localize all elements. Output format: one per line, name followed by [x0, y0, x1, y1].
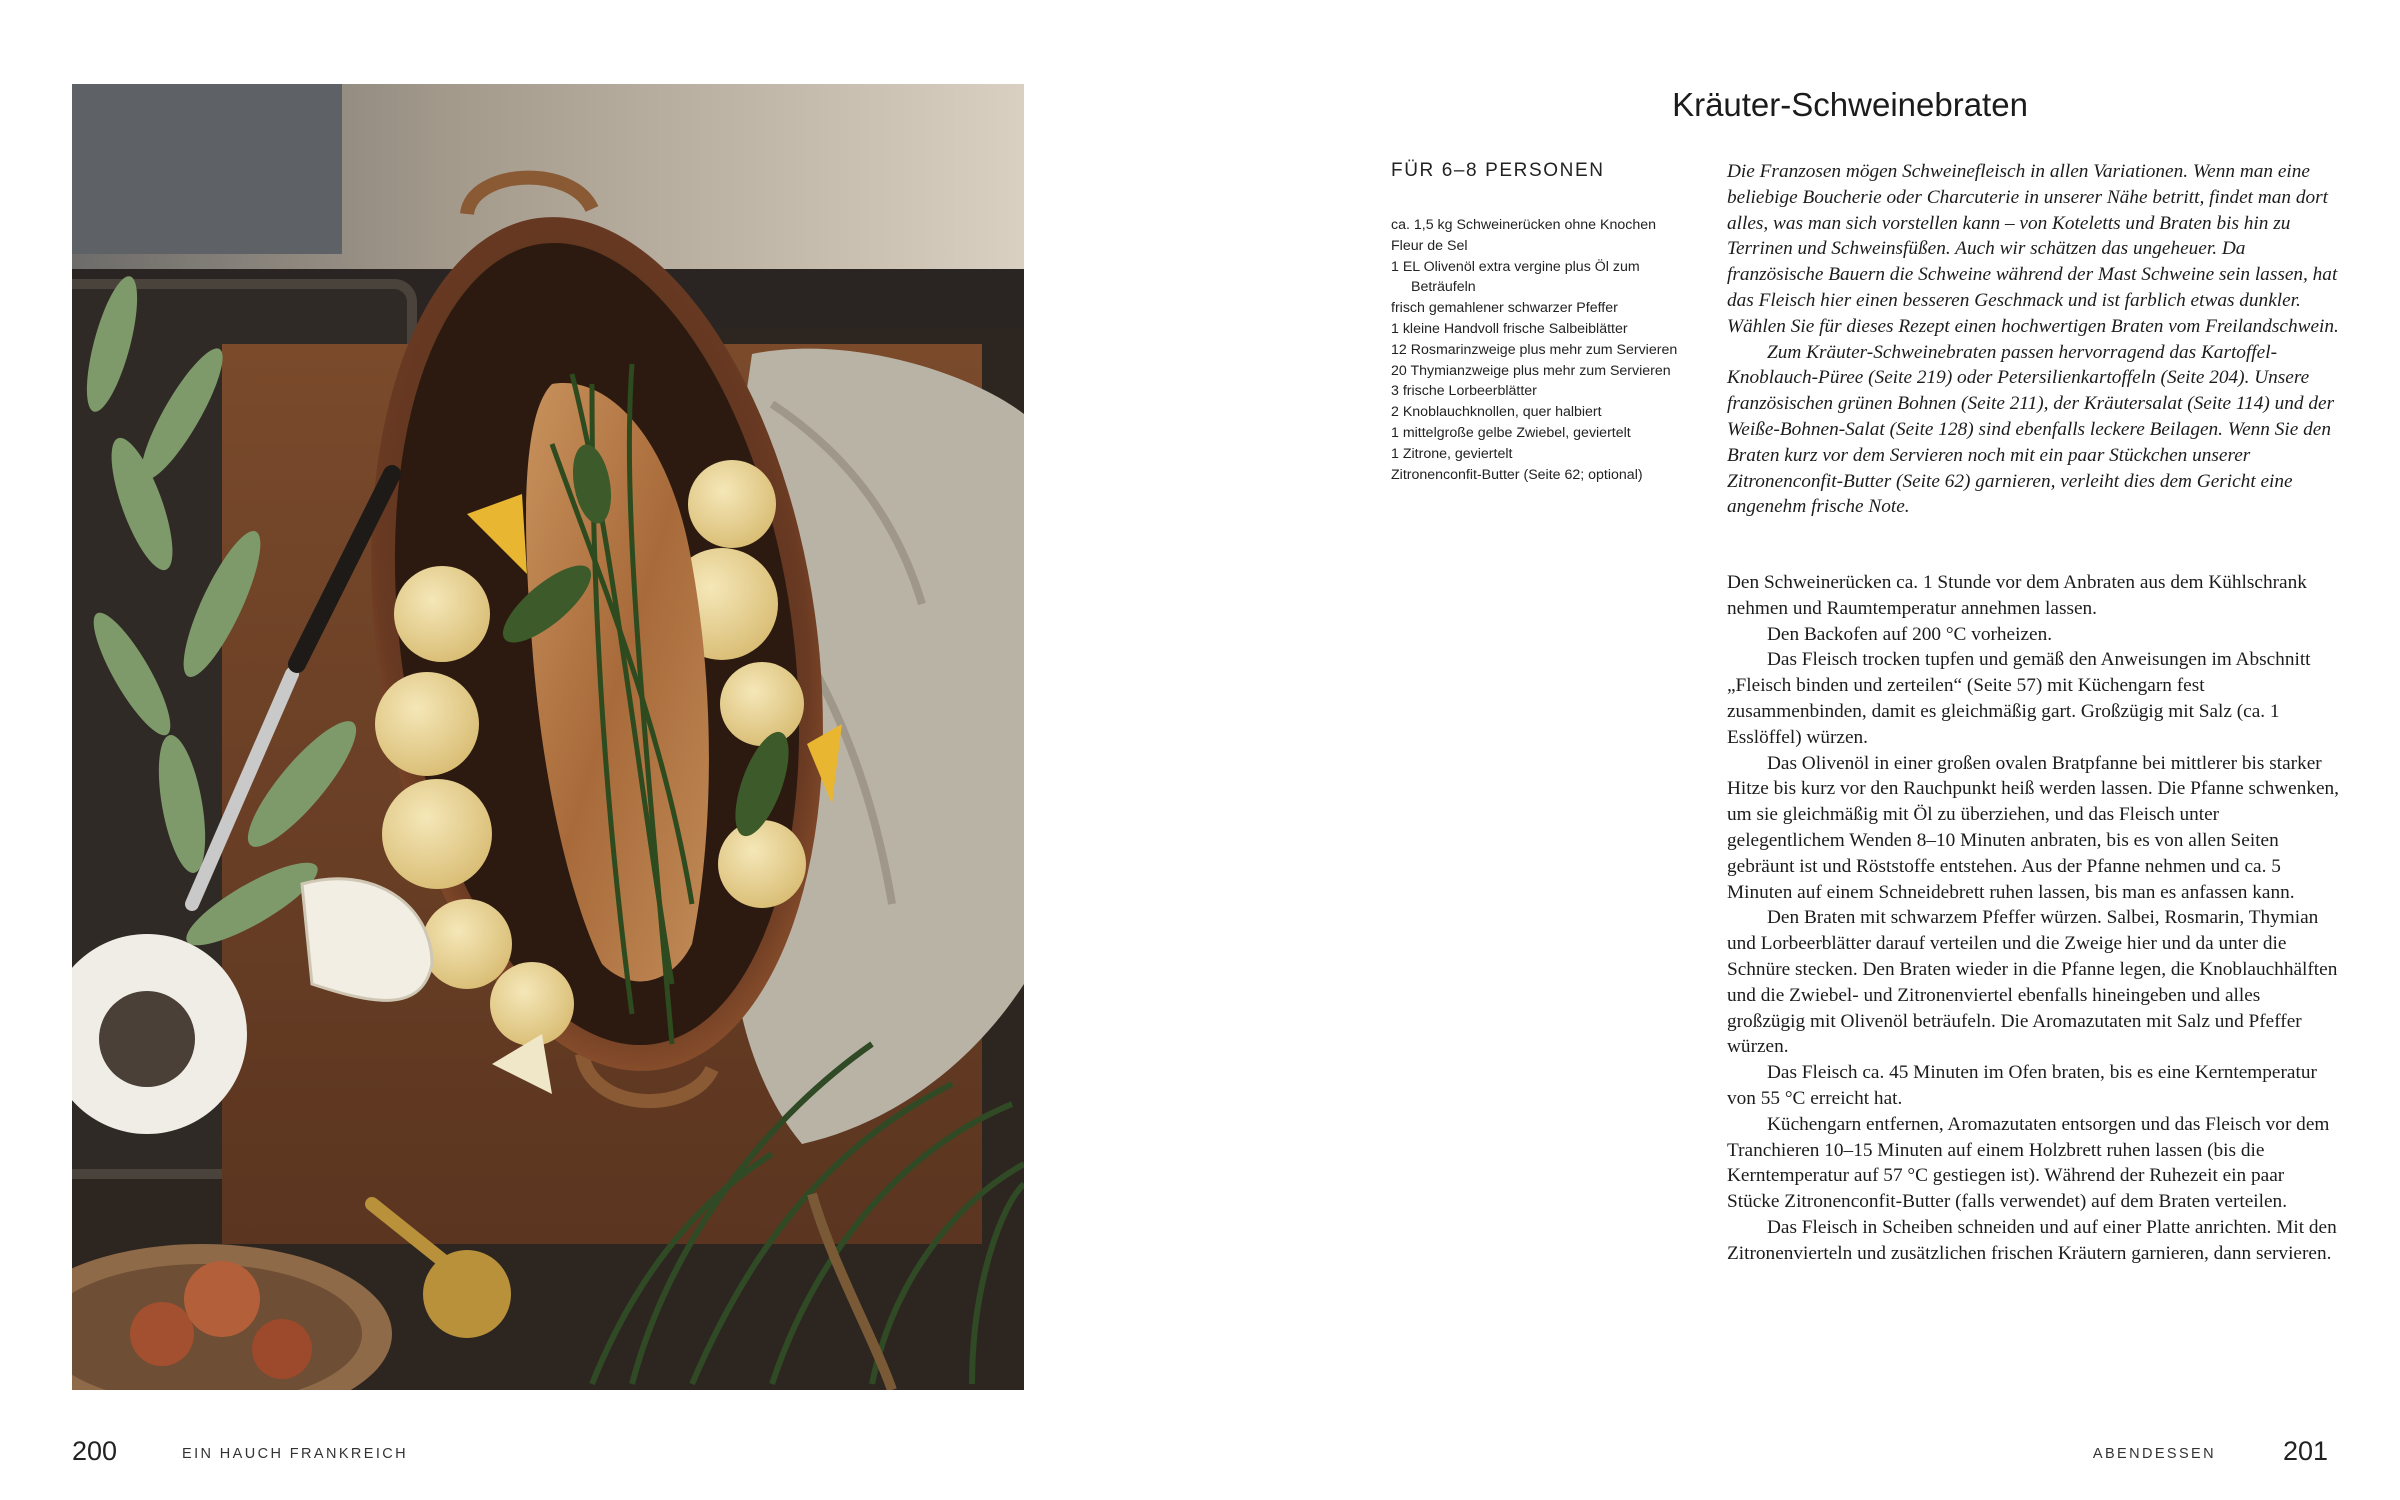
method-step: Den Braten mit schwarzem Pfeffer würzen. Salbei, Rosmarin, Thymian und Lorbeerblätter darauf verteilen und die Zweige hier und da unter die Schnüre stecken. Den Braten wieder in die Pfanne legen, die Knoblauchhälften und die Zwiebel- und Zitronenviertel ebenfalls hineingeben und alles großzügig mit Olivenöl beträufeln. Die Aromazutaten mit Salz und Pfeffer würzen.: [1727, 907, 2338, 1058]
method-step: Den Schweinerücken ca. 1 Stunde vor dem Anbraten aus dem Kühlschrank nehmen und Raumtemperatur annehmen lassen.: [1727, 572, 2307, 619]
ingredient-item: 1 mittelgroße gelbe Zwiebel, geviertelt: [1391, 424, 1631, 441]
ingredient-item: Zitronenconfit-Butter (Seite 62; optional): [1391, 466, 1643, 483]
recipe-title: Kräuter-Schweinebraten: [1672, 86, 2028, 123]
ingredient-item: frisch gemahlener schwarzer Pfeffer: [1391, 300, 1618, 317]
method-step: Küchengarn entfernen, Aromazutaten entsorgen und das Fleisch vor dem Tranchieren 10–15 Minuten auf einem Holzbrett ruhen lassen (bis die Kerntemperatur auf 57 °C gestiegen ist). Während der Ruhezeit ein paar Stücke Zitronenconfit-Butter (falls verwendet) auf dem Braten verteilen.: [1727, 1113, 2330, 1213]
ingredient-item: 1 EL Olivenöl extra vergine plus Öl zum Beträufeln: [1391, 258, 1640, 296]
page-number-left: 200: [72, 1436, 118, 1466]
method-step: Das Fleisch ca. 45 Minuten im Ofen braten, bis es eine Kerntemperatur von 55 °C erreicht hat.: [1727, 1062, 2317, 1109]
running-head-right: ABENDESSEN: [2092, 1446, 2216, 1462]
page-number-right: 201: [2282, 1436, 2328, 1466]
recipe-intro: [1727, 159, 2339, 520]
serves-heading: FÜR 6–8 PERSONEN: [1391, 160, 1605, 181]
recipe-photo: [72, 84, 1024, 1390]
ingredient-item: 1 Zitrone, geviertelt: [1391, 445, 1513, 462]
ingredient-item: Fleur de Sel: [1391, 237, 1468, 254]
roast-pork-illustration: [72, 84, 1024, 1390]
ingredient-item: 3 frische Lorbeerblätter: [1391, 383, 1537, 400]
intro-paragraph: Zum Kräuter-Schweinebraten passen hervorragend das Kartoffel-Knoblauch-Püree (Seite 219) oder Petersilienkartoffeln (Seite 204). Unsere französischen grünen Bohnen (Seite 211), der Kräutersalat (Seite 114) und der Weiße-Bohnen-Salat (Seite 128) sind ebenfalls leckere Beilagen. Wenn Sie den Braten kurz vor dem Servieren noch mit ein paar Stückchen unserer Zitronenconfit-Butter (Seite 62) garnieren, verleiht dies dem Gericht eine angenehm frische Note.: [1727, 341, 2335, 518]
recipe-method: [1727, 570, 2339, 1267]
intro-paragraph: Die Franzosen mögen Schweinefleisch in allen Variationen. Wenn man eine beliebige Boucherie oder Charcuterie in unserer Nähe betritt, findet man dort alles, was man sich vorstellen kann – von Koteletts und Braten bis hin zu Terrinen und Schweinsfüßen. Auch wir schätzen das ungeheuer. Da französische Bauern die Schweine während der Mast Schweine sein lassen, hat das Fleisch hier einen besseren Geschmack und ist farblich etwas dunkler. Wählen Sie für dieses Rezept einen hochwertigen Braten vom Freilandschwein.: [1727, 161, 2339, 337]
method-step: Das Fleisch trocken tupfen und gemäß den Anweisungen im Abschnitt „Fleisch binden und zerteilen“ (Seite 57) mit Küchengarn fest zusammenbinden, damit es gleichmäßig gart. Großzügig mit Salz (ca. 1 Esslöffel) würzen.: [1727, 649, 2311, 748]
method-step: Den Backofen auf 200 °C vorheizen.: [1767, 623, 2053, 645]
ingredient-item: 2 Knoblauchknollen, quer halbiert: [1391, 404, 1602, 421]
method-step: Das Olivenöl in einer großen ovalen Bratpfanne bei mittlerer bis starker Hitze bis kurz vor den Rauchpunkt heiß werden lassen. Die Pfanne schwenken, um sie gleichmäßig mit Öl zu überziehen, und das Fleisch unter gelegentlichem Wenden 8–10 Minuten anbraten, bis es von allen Seiten gebräunt ist und Röststoffe entstehen. Aus der Pfanne nehmen und ca. 5 Minuten auf einem Schneidebrett ruhen lassen, bis man es anfassen kann.: [1727, 752, 2340, 903]
ingredient-item: ca. 1,5 kg Schweinerücken ohne Knochen: [1391, 217, 1657, 233]
running-head-left: EIN HAUCH FRANKREICH: [182, 1446, 409, 1462]
ingredient-item: 20 Thymianzweige plus mehr zum Servieren: [1391, 362, 1671, 379]
ingredient-item: 12 Rosmarinzweige plus mehr zum Servieren: [1391, 341, 1678, 358]
ingredient-item: 1 kleine Handvoll frische Salbeiblätter: [1391, 320, 1628, 337]
ingredient-list: [1391, 215, 1681, 485]
method-step: Das Fleisch in Scheiben schneiden und auf einer Platte anrichten. Mit den Zitronenvierteln und zusätzlichen frischen Kräutern garnieren, dann servieren.: [1727, 1216, 2337, 1264]
